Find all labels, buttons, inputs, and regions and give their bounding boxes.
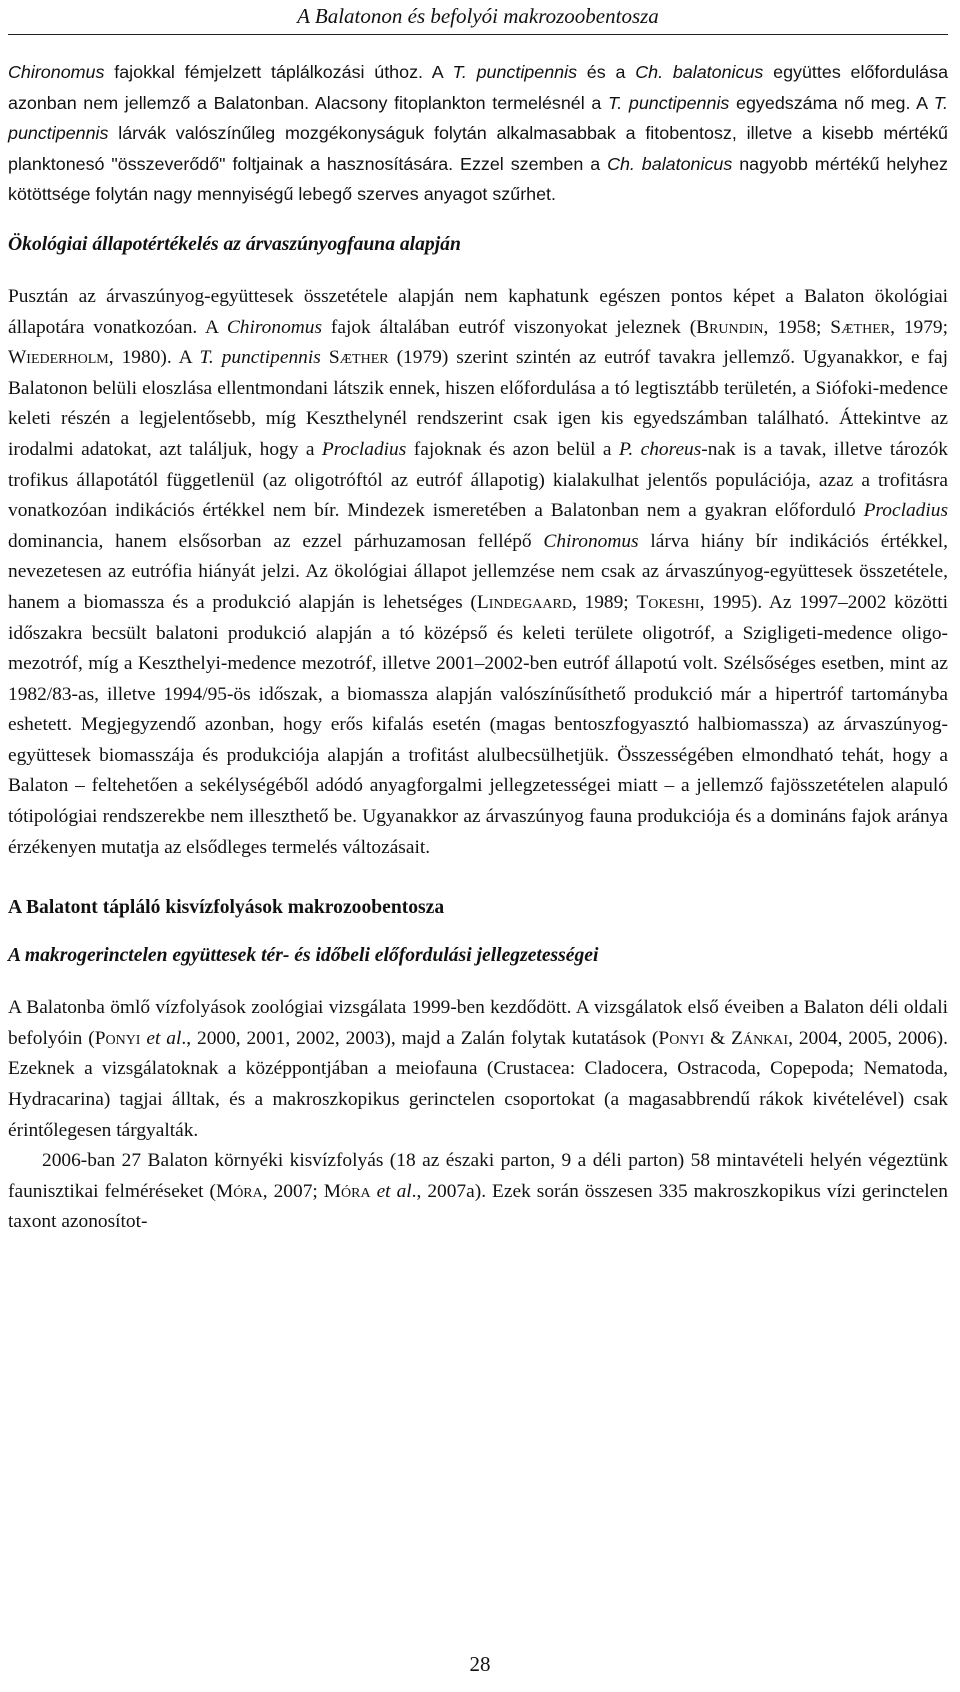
text-run: nagyobb mértékű helyhez kötöttsége folytán nagy mennyiségű lebegő szerves anyagot szűrhet. bbox=[8, 153, 948, 205]
author-name: Zánkai bbox=[731, 1027, 789, 1049]
author-name: Tokeshi bbox=[636, 591, 700, 613]
author-name: Ponyi bbox=[658, 1027, 705, 1049]
author-name: Sæther bbox=[830, 316, 891, 338]
species-name: Chironomus bbox=[226, 316, 323, 338]
species-name: T. punctipennis bbox=[452, 62, 578, 82]
text-run bbox=[321, 347, 329, 368]
author-name: Móra bbox=[323, 1180, 371, 1202]
species-name: Ch. balatonicus bbox=[607, 153, 733, 174]
species-name: T. punctipennis bbox=[8, 92, 948, 144]
text-run: , 2004, 2005, 2006). Ezeknek a vizsgálatoknak a középpontjában a meiofauna (Crustacea: Cladocera, Ostracoda, Copepoda; Nematoda, Hydracarina) tagjai álltak, és a makroszkopikus gerinctelen csoportokat (a magasabbrendű rákok kivételével) csak érintőlegesen tárgyalták. bbox=[8, 1027, 948, 1141]
page-number: 28 bbox=[469, 1652, 491, 1676]
text-run: , 1958; bbox=[763, 316, 831, 338]
text-run: lárvák valószínűleg mozgékonyságuk folytán alkalmasabbak a fitobentosz, illetve a kisebb mértékű planktonesó "összeverődő" foltjainak a hasznosítására. Ezzel szemben a bbox=[8, 123, 948, 174]
document-page bbox=[8, 0, 948, 1238]
text-run: fajok általában eutróf viszonyokat jeleznek ( bbox=[322, 316, 697, 338]
text-run: , 1980). A bbox=[108, 347, 200, 369]
et-al: et al bbox=[146, 1027, 182, 1049]
paragraph-2006-survey bbox=[8, 1146, 948, 1238]
text-run: , 1995). Az 1997–2002 közötti időszakra becsült balatoni produkció alapján a tó középső és keleti területe oligotróf, a Szigligeti-medence oligo-mezotróf, míg a Keszthelyi-medence mezotróf, illetve 2001–2002-ben eutróf állapotú volt. Szélsőséges esetben, mint az 1982/83-as, illetve 1994/95-ös időszak, a biomassza alapján valószínűsíthető produkció már a hipertróf tartományba eshetett. Megjegyzendő azonban, hogy erős kifalás esetén (magas bentoszfogyasztó halbiomassza) az árvaszúnyog-együttesek biomasszája és produkciója alapján a trofitást alulbecsülhetjük. Összességében elmondható tehát, hogy a Balaton – feltehetően a sekélységéből adódó anyagforgalmi jellegzetességei miatt – a jellemző fajösszetételen alapuló tótipológiai rendszerekbe nem illeszthető be. Ugyanakkor az árvaszúnyog fauna produkciója és a domináns fajok aránya érzékenyen mutatja az elsődleges termelés változásait. bbox=[8, 591, 948, 858]
author-name: Móra bbox=[215, 1180, 263, 1202]
author-name: Brundin bbox=[696, 316, 764, 338]
text-run: (1979) szerint szintén az eutróf tavakra jellemző. Ugyanakkor, e faj Balatonon belüli eloszlása ellentmondani látszik ennek, hiszen előfordulása a tó legtisztább területén, a Siófoki-medence keleti részén a legjelentősebb, míg Keszthelynél rendszerint csak igen kis egyedszámban található. Áttekintve az irodalmi adatokat, azt találjuk, hogy a bbox=[8, 347, 948, 460]
species-name: Ch. balatonicus bbox=[635, 62, 764, 82]
species-name: P. choreus bbox=[618, 438, 702, 460]
text-run: A Balatonba ömlő vízfolyások zoológiai vizsgálata 1999-ben kezdődött. A vizsgálatok első éveiben a Balaton déli oldali befolyóin ( bbox=[8, 997, 948, 1049]
text-run: & bbox=[704, 1027, 732, 1049]
text-run: , 1979; bbox=[890, 316, 948, 338]
text-run: ., 2007a). Ezek során összesen 335 makroszkopikus vízi gerinctelen taxont azonosítot- bbox=[8, 1180, 948, 1233]
running-header bbox=[8, 0, 948, 35]
author-name: Wiederholm bbox=[8, 347, 109, 369]
text-run: egyedszáma nő meg. A bbox=[729, 92, 934, 113]
text-run: , 2007; bbox=[262, 1180, 324, 1202]
text-run: lárva hiány bír indikációs értékkel, nevezetesen az eutrófia hiányát jelzi. Az ökológiai állapot jellemzése nem csak az árvaszúnyog-együttesek összetétele, hanem a biomassza és a produkció alapján is lehetséges ( bbox=[8, 530, 948, 613]
text-run: , 1989; bbox=[571, 591, 637, 613]
paragraph-stream-studies bbox=[8, 993, 948, 1146]
species-name: Chironomus bbox=[8, 62, 105, 82]
author-name: Ponyi bbox=[94, 1027, 141, 1049]
text-run: 2006-ban 27 Balaton környéki kisvízfolyás (18 az északi parton, 9 a déli parton) 58 mintavételi helyén végeztünk faunisztikai felméréseket ( bbox=[8, 1150, 948, 1202]
running-title: A Balatonon és befolyói makrozoobentosza bbox=[297, 4, 659, 28]
species-name: Procladius bbox=[321, 438, 407, 460]
text-run: -nak is a tavak, illetve tározók trofikus állapotától függetlenül (az oligotróftól az eutróf állapotig) kialakulhat jelentős populációja, azaz a trofitásra vonatkozóan indikációs értékkel nem bír. Mindezek ismeretében a Balatonban nem a gyakran előforduló bbox=[8, 438, 948, 522]
text-run: ., 2000, 2001, 2002, 2003), majd a Zalán folytak kutatások ( bbox=[181, 1027, 659, 1049]
species-name: Chironomus bbox=[543, 530, 639, 552]
paragraph-ecological-state bbox=[8, 282, 948, 863]
author-name: Sæther bbox=[328, 347, 389, 369]
species-name: T. punctipennis bbox=[607, 92, 730, 113]
text-run: együttes előfordulása azonban nem jellemző a Balatonban. Alacsony fitoplankton termelésnél a bbox=[8, 62, 949, 113]
text-run: Pusztán az árvaszúnyog-együttesek összetétele alapján nem kaphatunk egészen pontos képet a Balaton ökológiai állapotára vonatkozóan. A bbox=[8, 285, 948, 338]
heading-subsection-communities: A makrogerinctelen együttesek tér- és időbeli előfordulási jellegzetességei bbox=[8, 945, 599, 967]
et-al: et al bbox=[376, 1180, 412, 1202]
paragraph-chironomus bbox=[8, 57, 948, 210]
species-name: Procladius bbox=[863, 500, 948, 522]
text-run: fajokkal fémjelzett táplálkozási úthoz. A bbox=[104, 62, 453, 82]
text-run: dominancia, hanem elsősorban az ezzel párhuzamosan fellépő bbox=[8, 530, 544, 552]
heading-section-streams: A Balatont tápláló kisvízfolyások makrozoobentosza bbox=[8, 897, 445, 919]
heading-ecological-assessment: Ökológiai állapotértékelés az árvaszúnyogfauna alapján bbox=[8, 233, 461, 255]
author-name: Lindegaard bbox=[476, 591, 572, 613]
text-run: fajoknak és azon belül a bbox=[406, 438, 619, 460]
text-run: és a bbox=[577, 62, 636, 82]
species-name: T. punctipennis bbox=[199, 347, 321, 369]
